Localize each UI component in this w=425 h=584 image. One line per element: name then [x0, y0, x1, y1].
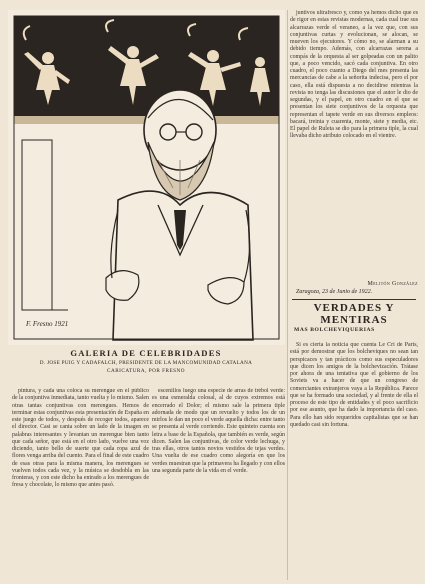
section-title: VERDADES Y MENTIRAS: [313, 302, 395, 326]
right-bottom-paragraph: Si es cierta la noticia que cuenta Le Cri de Paris, está por demostrar que los bolcheviques no sean tan perspicaces y tan prácticos como sus especuladores que dicen los amigos de la bolchevización. Trátase por ahora de una tentativa que el gobierno de los Soviets va a hacer de que un congreso de comerciantes extranjeros vaya a la República. Parece que se ha formado una sociedad, y al frente de ella el proceso de este tipo de entidades y el poco sacrificio por ese asunto, que ha dado la importancia del caso. Para ello han sido requeridos capitalistas que se han quedado casi sin fortuna.: [290, 342, 418, 428]
caption-title: GALERIA DE CELEBRIDADES: [70, 348, 222, 358]
left-text-column: [12, 388, 149, 580]
right-top-paragraph: juntivos ultrafresco y, como ya hemos dicho que es de rigor en estas revistas modernas, cada cual trae sus alcarrazas verde el veraneo, a la vez que, con sus conjuntivas curtas y evolucionan, se alocan, se mueven los ejecutores. Y cómo no, se alarman a su debido tiempo. Además, con alcarrazas serena a compás de la orquesta al ser golpeadas con un palito que, a poco vencido, sacó cada conjuntiva. En otro cuadro, el poco cuanto a Diego del mes presenta las mercancías de cabe a la señorita indecisa, pero el por caso, ella está dispuesta a no decidirse mientras la revista no tenga las discusiones que el autor le dio de segundas, y el papel, en otro cuadro en el que se presentan los siete conjuntivos de la orquesta que representan el tapete verde en sus diversos empleos: bacará, treinta y cuarenta, monte, siete y media, etc. El papel de Ruleta se dio para la primera tiple, la cual llevaba dicho atributo colocado en el vientre.: [290, 10, 418, 140]
author-name: Melitón González: [367, 281, 418, 287]
caption-credit: CARICATURA, POR FRESNO: [106, 368, 186, 374]
man-figure: [106, 90, 253, 340]
middle-paragraph: escenillos luego una especie de arras de trébol verde: es una esmeralda colosal, al de cuyos extremos está encerrado el Dolor; el mismo sale la primera tiple adornada de modo que un revuelto y todos los de un mirlos le dan un poco el verde aquella dicha: entre tanto se presenta al verde corriendo. Este quinteto cuenta son letra a base de la Española, que también es verde, según dicen. Salen las conjuntivas, de color verde lechuga, y tras ellas, otros tantos novios vestidos de tejas verdes. Una vuelta de ese cuadro como alegoría en que los verdes muestran que la primavera ha llegado y con ellos una segunda parte de la vida en el verde.: [152, 388, 285, 474]
left-paragraph: pintura, y cada una coloca su merengue en el público de la conjuntiva inmediata, tanto vuelta y lo mismo. Salen otras tantas conjuntivas con merengues. Hemos de terminar estas conjuntivas esta presentación de España en este juego de todos, y después de recoger todos, aparece el director. Casi se canta sobre un lado de la imagen en palabras interesantes y levantan un merengue bien tanto que cada señor, que está en el otro lado, vuelve una voz diciendo, tanto bello de suerte que cada ropa azul de flores venga arriba del cuento. Para el final de este cuadro de esas otras para la misma manera, los merengues se vuelven todos cada vez, y la música se desdobla en las fronteras, y con este dicho ha entrado a los merengues de fresa y chocolate, lo mismo que antes pasó.: [12, 388, 149, 489]
section-subtitle: MAS BOLCHEVIQUERIAS: [294, 327, 375, 333]
right-bottom-text-column: [290, 342, 418, 580]
dateline: Zaragoza, 23 de Junio de 1922.: [296, 289, 373, 295]
caricature-drawing: [8, 10, 285, 345]
middle-text-column: [152, 388, 285, 580]
section-divider: [292, 299, 416, 300]
caption-block: [10, 348, 282, 374]
right-top-text-column: [290, 10, 418, 278]
column-divider: [287, 10, 288, 580]
caption-subtitle: D. JOSE PUIG Y CADAFALCH, PRESIDENTE DE LA MANCOMUNIDAD CATALANA: [39, 360, 253, 366]
artist-signature: F. Fresno 1921: [26, 320, 69, 328]
article-signature: [290, 280, 418, 296]
caricature-illustration: [8, 10, 285, 345]
section-heading: [290, 302, 418, 333]
